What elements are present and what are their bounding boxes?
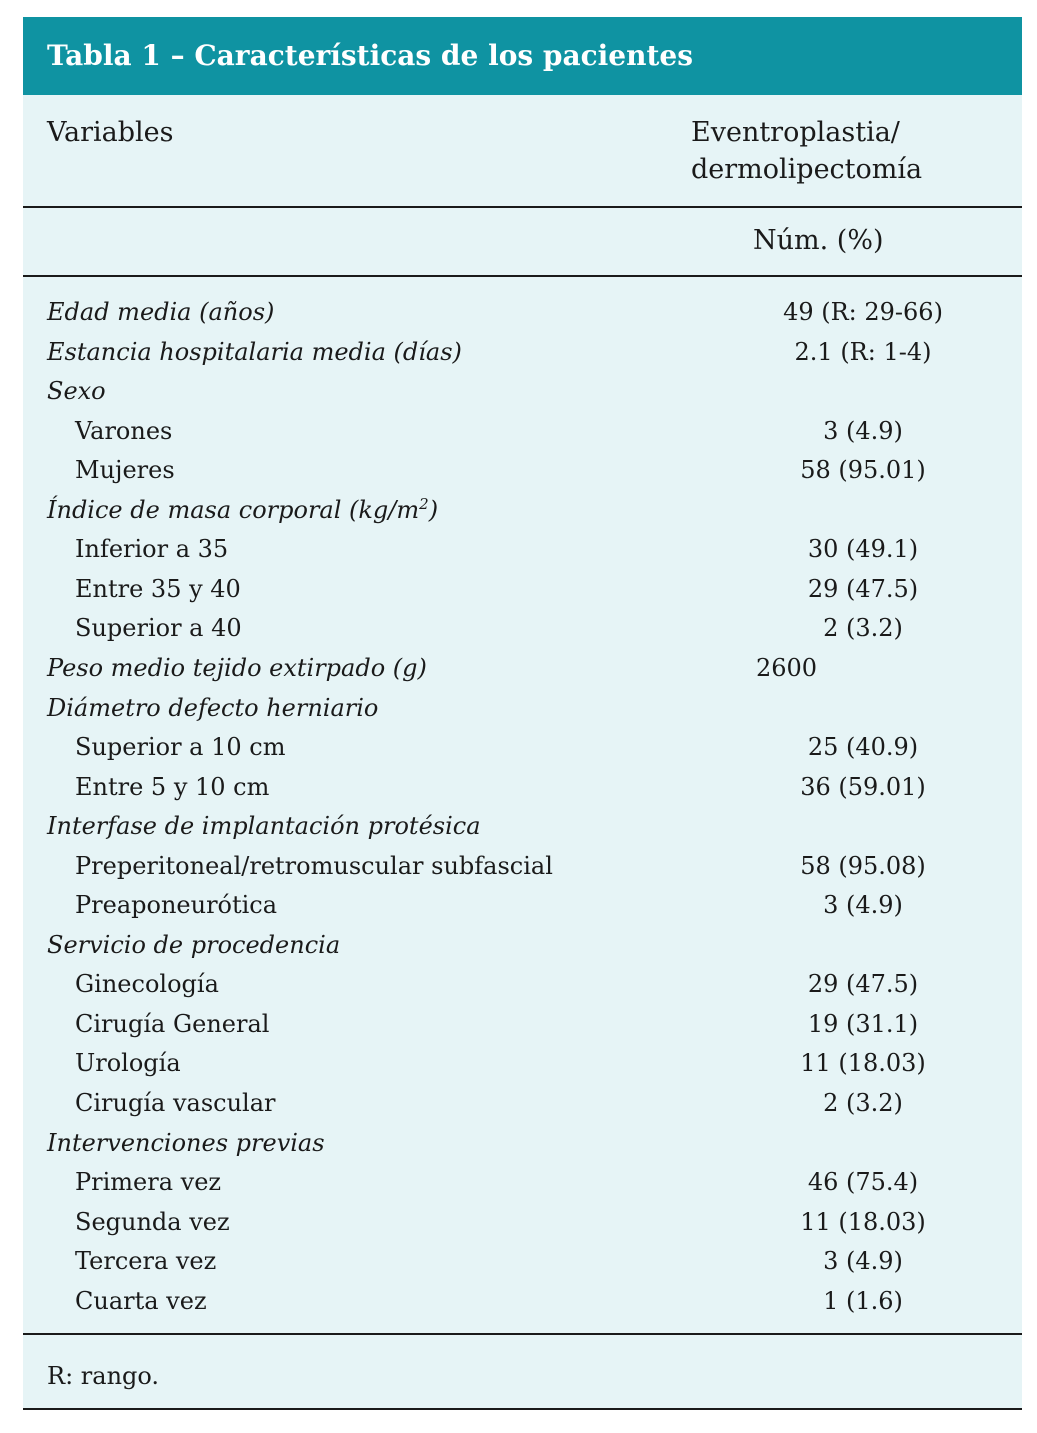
body-bottom-rule (23, 1333, 1022, 1335)
row-label-text: Urología (75, 1049, 181, 1078)
row-label (75, 886, 277, 926)
row-label (75, 1242, 216, 1282)
row-label (75, 1005, 269, 1045)
table-row (23, 570, 1022, 610)
row-label-text: Cuarta vez (75, 1286, 207, 1315)
table-row (23, 1084, 1022, 1124)
row-value: 29 (47.5) (807, 574, 919, 603)
category-row (23, 333, 1022, 373)
row-value: 36 (59.01) (800, 772, 926, 801)
table-row (23, 530, 1022, 570)
row-value: 2 (3.2) (823, 614, 903, 643)
row-value: 25 (40.9) (807, 733, 919, 762)
row-label-text: Tercera vez (75, 1247, 217, 1276)
category-row (23, 689, 1022, 729)
row-value: 11 (18.03) (800, 1049, 926, 1078)
row-label (47, 926, 340, 966)
table-row (23, 1203, 1022, 1243)
row-value: 58 (95.01) (800, 456, 926, 485)
row-label (75, 1163, 221, 1203)
row-value: 3 (4.9) (823, 416, 903, 445)
row-label-text: Preperitoneal/retromuscular subfascial (75, 851, 553, 880)
row-label-text: Diámetro defecto herniario (47, 693, 379, 722)
row-label-text: Varones (75, 416, 173, 445)
row-value: 58 (95.08) (800, 851, 926, 880)
row-label (75, 609, 242, 649)
row-label (75, 1084, 275, 1124)
row-label-text: Índice de masa corporal (kg/m (47, 495, 420, 524)
row-label-text: Intervenciones previas (47, 1128, 325, 1157)
category-row (23, 1124, 1022, 1164)
row-label-text: Entre 5 y 10 cm (75, 772, 270, 801)
row-label (47, 689, 378, 729)
row-label (47, 807, 481, 847)
row-label (75, 768, 269, 808)
footnote: R: rango. (47, 1362, 160, 1390)
header-rule (23, 206, 1022, 208)
table-row (23, 412, 1022, 452)
row-label-superscript: 2 (419, 494, 429, 513)
row-label (75, 965, 219, 1005)
table-row (23, 609, 1022, 649)
row-label (47, 491, 438, 531)
table-title: Tabla 1 – Características de los pacientes (23, 17, 1022, 95)
row-value: 11 (18.03) (800, 1207, 926, 1236)
body-top-rule (23, 275, 1022, 277)
row-label (75, 1044, 181, 1084)
row-label-text: Entre 35 y 40 (75, 574, 241, 603)
table-row (23, 728, 1022, 768)
row-label-text: Cirugía vascular (75, 1089, 276, 1117)
row-label-text: Inferior a 35 (75, 535, 229, 564)
row-value: 30 (49.1) (807, 535, 919, 564)
footer-rule (23, 1408, 1022, 1410)
row-label (75, 847, 553, 887)
table (23, 17, 1022, 1410)
row-label-text: Servicio de procedencia (47, 930, 341, 959)
row-label-text: Edad media (años) (47, 298, 275, 326)
table-row (23, 965, 1022, 1005)
row-label (47, 649, 427, 689)
row-label (75, 728, 285, 768)
row-label-text: Segunda vez (75, 1207, 230, 1236)
row-value: 2600 (756, 653, 818, 682)
row-label-text: Sexo (47, 377, 106, 406)
category-row (23, 649, 1022, 689)
table-row (23, 886, 1022, 926)
header-group-line2: dermolipectomía (691, 154, 923, 185)
row-label (75, 570, 241, 610)
table-row (23, 768, 1022, 808)
row-label-text: Interfase de implantación protésica (47, 812, 481, 841)
row-label (47, 293, 274, 333)
row-label-suffix: ) (428, 495, 439, 524)
header-group-line1: Eventroplastia/ (691, 117, 900, 148)
table-row (23, 1242, 1022, 1282)
row-label-text: Primera vez (75, 1168, 222, 1197)
table-row (23, 451, 1022, 491)
row-label-text: Peso medio tejido extirpado (g) (47, 653, 427, 682)
row-value: 19 (31.1) (807, 1009, 919, 1038)
row-value: 29 (47.5) (807, 970, 919, 999)
table-row (23, 1163, 1022, 1203)
category-row (23, 293, 1022, 333)
row-label (75, 451, 175, 491)
table-row (23, 1282, 1022, 1322)
row-value: 3 (4.9) (823, 891, 903, 920)
row-label-text: Preaponeurótica (75, 891, 278, 920)
row-value: 2 (3.2) (823, 1089, 903, 1117)
row-label (75, 1203, 230, 1243)
table-row (23, 1005, 1022, 1045)
row-label-text: Mujeres (75, 456, 175, 485)
row-value: 46 (75.4) (807, 1168, 919, 1197)
table-row (23, 1044, 1022, 1084)
row-label (47, 333, 462, 373)
row-value: 2.1 (R: 1-4) (794, 337, 932, 366)
row-label (75, 1282, 207, 1322)
header-variables: Variables (47, 117, 174, 148)
row-label-text: Superior a 10 cm (75, 733, 286, 762)
category-row (23, 807, 1022, 847)
category-row (23, 491, 1022, 531)
row-label (75, 412, 172, 452)
row-label-text: Estancia hospitalaria media (días) (47, 337, 462, 366)
row-value: 3 (4.9) (823, 1247, 903, 1276)
row-label (47, 372, 106, 412)
header-unit: Núm. (%) (753, 225, 884, 256)
category-row (23, 372, 1022, 412)
row-label (75, 530, 228, 570)
row-value: 49 (R: 29-66) (783, 298, 943, 326)
row-label-text: Superior a 40 (75, 614, 242, 643)
table-row (23, 847, 1022, 887)
row-label-text: Cirugía General (75, 1009, 270, 1038)
row-value: 1 (1.6) (823, 1286, 903, 1315)
row-label (47, 1124, 325, 1164)
category-row (23, 926, 1022, 966)
row-label-text: Ginecología (75, 970, 219, 999)
